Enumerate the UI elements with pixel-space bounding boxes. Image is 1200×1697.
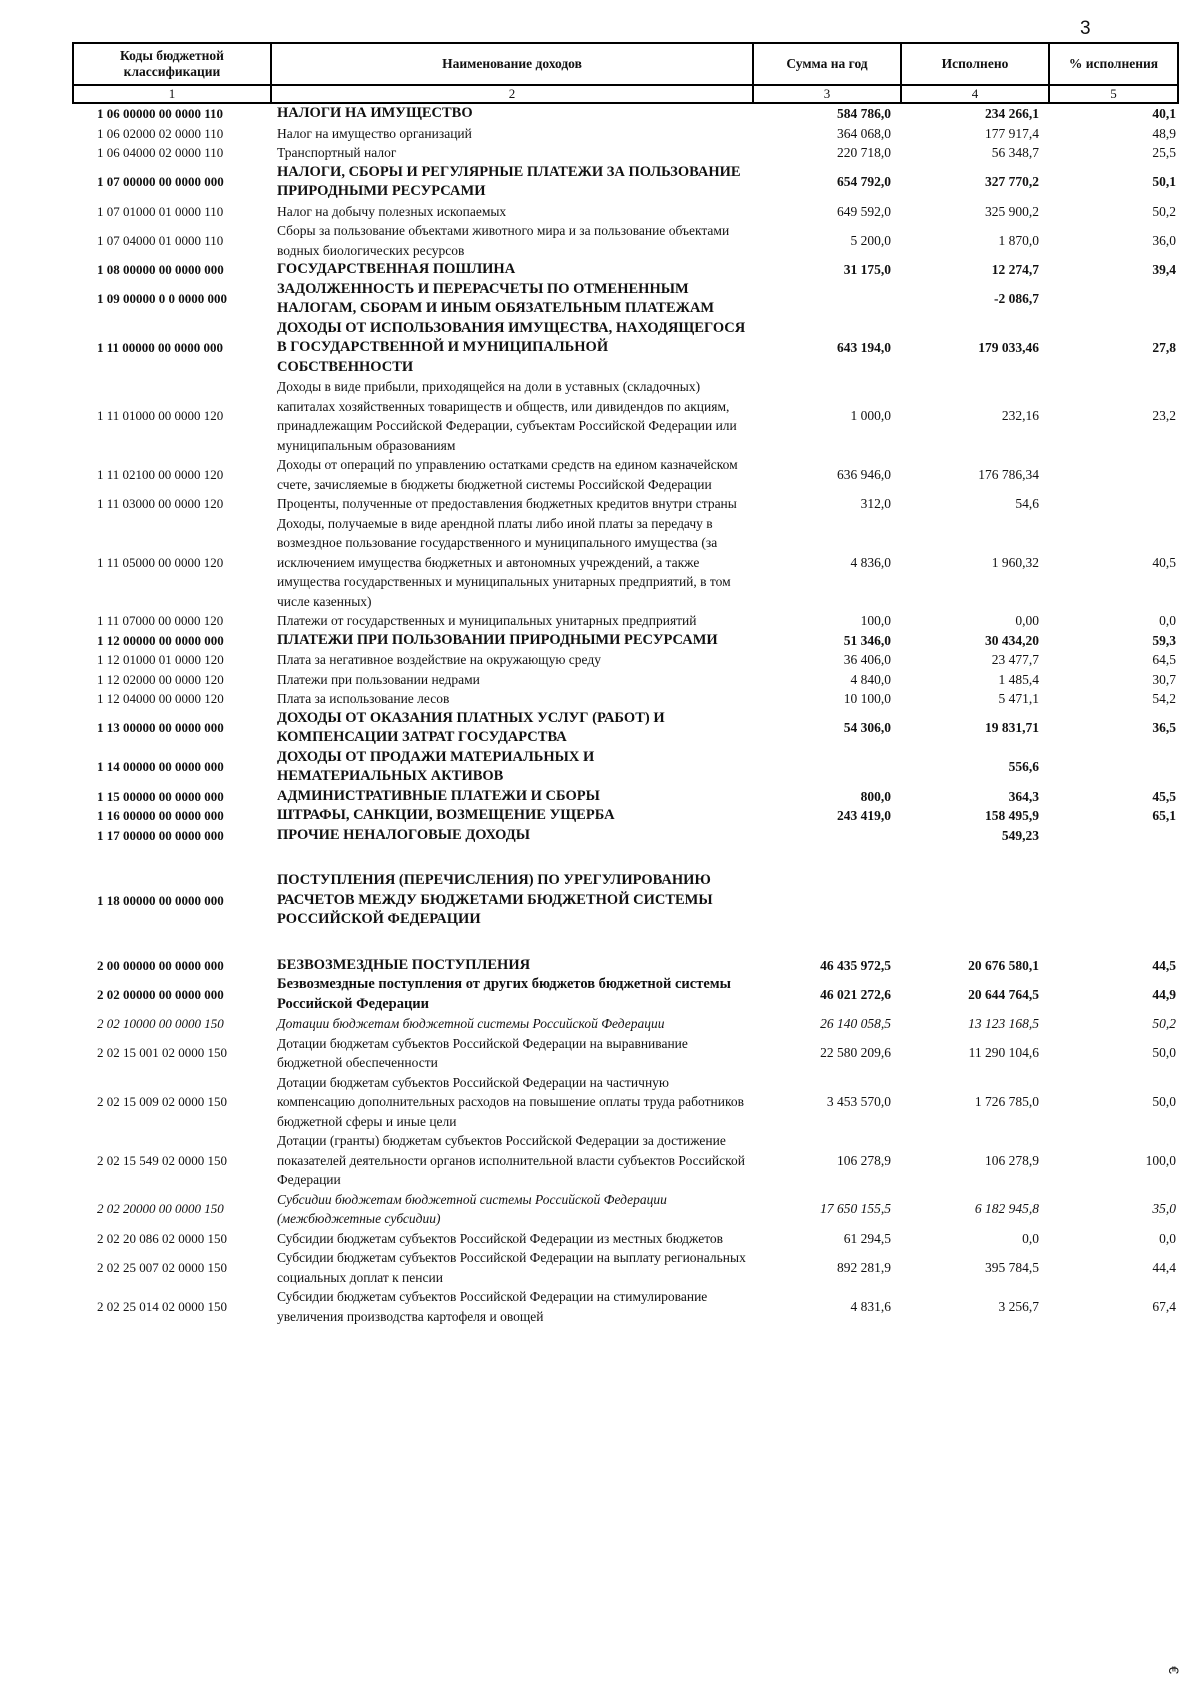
row-pct: [1049, 748, 1178, 787]
row-name: Дотации бюджетам бюджетной системы Российской Федерации: [277, 1016, 665, 1031]
row-plan: 10 100,0: [843, 691, 891, 706]
row-pct: 50,1: [1152, 174, 1176, 190]
row-done: 325 900,2: [985, 203, 1039, 219]
row-code: 2 02 25 007 02 0000 150: [97, 1259, 227, 1275]
row-pct: [1049, 494, 1178, 514]
row-name: Субсидии бюджетам бюджетной системы Российской Федерации (межбюджетные субсидии): [277, 1191, 667, 1226]
row-done: 30 434,20: [985, 632, 1039, 648]
table-row: [73, 143, 1178, 163]
row-pct: 23,2: [1152, 408, 1176, 424]
row-done: 1 485,4: [998, 671, 1039, 687]
row-done: 12 274,7: [991, 262, 1039, 277]
row-code: 1 09 00000 0 0 0000 000: [97, 291, 227, 307]
row-name: ПОСТУПЛЕНИЯ (ПЕРЕЧИСЛЕНИЯ) ПО УРЕГУЛИРОВАНИЮ РАСЧЕТОВ МЕЖДУ БЮДЖЕТАМИ БЮДЖЕТНОЙ СИСТЕМЫ РОССИЙСКОЙ ФЕДЕРАЦИИ: [277, 872, 713, 927]
row-name: Доходы от операций по управлению остатками средств на едином казначейском счете, зачисляемые в бюджеты бюджетной системы Российской Федерации: [277, 457, 738, 492]
table-row: [73, 260, 1178, 280]
row-code: 1 14 00000 00 0000 000: [97, 759, 224, 775]
row-code: 1 07 01000 01 0000 110: [97, 203, 224, 219]
row-pct: 40,5: [1152, 554, 1176, 570]
row-plan: 26 140 058,5: [820, 1016, 891, 1031]
table-row: [73, 280, 1178, 319]
row-pct: 39,4: [1152, 262, 1176, 277]
table-row: [73, 650, 1178, 670]
row-done: -2 086,7: [994, 291, 1039, 307]
table-row: [73, 689, 1178, 709]
row-plan: 1 000,0: [850, 408, 891, 424]
table-row: [73, 1034, 1178, 1073]
row-code: 1 15 00000 00 0000 000: [97, 788, 224, 804]
row-name: ПЛАТЕЖИ ПРИ ПОЛЬЗОВАНИИ ПРИРОДНЫМИ РЕСУРСАМИ: [277, 631, 718, 648]
row-pct: 65,1: [1152, 808, 1176, 823]
row-plan: [753, 871, 901, 930]
row-name: ГОСУДАРСТВЕННАЯ ПОШЛИНА: [277, 261, 516, 277]
table-row: [73, 1287, 1178, 1326]
row-name: ШТРАФЫ, САНКЦИИ, ВОЗМЕЩЕНИЕ УЩЕРБА: [277, 807, 615, 823]
row-code: 2 02 15 001 02 0000 150: [97, 1045, 227, 1061]
table-row: [73, 1248, 1178, 1287]
row-pct: [1049, 826, 1178, 846]
row-done: 234 266,1: [985, 106, 1039, 121]
row-plan: 36 406,0: [843, 652, 891, 667]
row-pct: 27,8: [1152, 340, 1176, 355]
row-code: 1 12 01000 01 0000 120: [97, 652, 224, 667]
row-done: 13 123 168,5: [968, 1016, 1039, 1031]
row-name: Дотации бюджетам субъектов Российской Федерации на выравнивание бюджетной обеспеченности: [277, 1035, 688, 1070]
row-done: 177 917,4: [985, 125, 1039, 141]
table-row: [73, 319, 1178, 378]
row-done: 1 960,32: [991, 554, 1039, 570]
row-plan: 243 419,0: [837, 808, 891, 823]
row-code: 2 02 20000 00 0000 150: [97, 1201, 224, 1217]
revenue-table: [72, 42, 1179, 1326]
row-name: ДОХОДЫ ОТ ИСПОЛЬЗОВАНИЯ ИМУЩЕСТВА, НАХОДЯЩЕГОСЯ В ГОСУДАРСТВЕННОЙ И МУНИЦИПАЛЬНОЙ СОБСТВЕННОСТИ: [277, 319, 746, 375]
row-done: 20 644 764,5: [968, 986, 1039, 1002]
header-col-number: 3: [753, 85, 901, 103]
row-name: БЕЗВОЗМЕЗДНЫЕ ПОСТУПЛЕНИЯ: [277, 956, 531, 973]
row-plan: 54 306,0: [843, 720, 891, 736]
row-name: Доходы, получаемые в виде арендной платы либо иной платы за передачу в возмездное пользование государственного и муниципального имущества (за исключением имущества бюджетных и автономных учреждений, а также имущества государственных и муниципальных унитарных предприятий, в том числе казенных): [277, 515, 731, 609]
row-pct: 35,0: [1152, 1201, 1176, 1217]
row-name: ДОХОДЫ ОТ ОКАЗАНИЯ ПЛАТНЫХ УСЛУГ (РАБОТ) И КОМПЕНСАЦИИ ЗАТРАТ ГОСУДАРСТВА: [277, 709, 665, 745]
header-pct: % исполнения: [1049, 43, 1178, 85]
row-done: 106 278,9: [985, 1152, 1039, 1168]
row-done: 232,16: [1001, 408, 1039, 424]
row-done: 176 786,34: [978, 466, 1039, 482]
row-code: 1 11 07000 00 0000 120: [97, 613, 224, 628]
row-code: 1 17 00000 00 0000 000: [97, 827, 224, 843]
row-done: 327 770,2: [985, 174, 1039, 190]
row-code: 1 06 00000 00 0000 110: [97, 106, 224, 121]
row-name: Субсидии бюджетам субъектов Российской Федерации из местных бюджетов: [277, 1230, 724, 1246]
row-name: Налог на имущество организаций: [277, 125, 472, 141]
row-code: 1 06 04000 02 0000 110: [97, 145, 224, 160]
table-row: [73, 514, 1178, 612]
row-code: 1 13 00000 00 0000 000: [97, 720, 224, 736]
row-name: НАЛОГИ НА ИМУЩЕСТВО: [277, 105, 473, 121]
row-plan: 31 175,0: [843, 262, 891, 277]
header-plan: Сумма на год: [753, 43, 901, 85]
row-plan: 4 840,0: [850, 671, 891, 687]
row-name: Доходы в виде прибыли, приходящейся на доли в уставных (складочных) капиталах хозяйственных товариществ и обществ, или дивидендов по акциям, принадлежащим Российской Федерации, субъектам Российской Федерации или муниципальным образованиям: [277, 379, 737, 453]
row-name: Субсидии бюджетам субъектов Российской Федерации на стимулирование увеличения производства картофеля и овощей: [277, 1289, 708, 1324]
row-pct: 50,2: [1152, 1016, 1176, 1031]
row-code: 1 11 01000 00 0000 120: [97, 408, 224, 424]
row-code: 2 02 15 009 02 0000 150: [97, 1094, 227, 1109]
page-number: 3: [1080, 18, 1091, 39]
row-pct: 50,0: [1152, 1094, 1176, 1109]
row-pct: 36,5: [1152, 720, 1176, 736]
row-done: 0,0: [1022, 1230, 1039, 1246]
row-done: 6 182 945,8: [974, 1201, 1039, 1217]
row-plan: 51 346,0: [843, 632, 891, 648]
header-name: Наименование доходов: [271, 43, 753, 85]
row-name: ДОХОДЫ ОТ ПРОДАЖИ МАТЕРИАЛЬНЫХ И НЕМАТЕРИАЛЬНЫХ АКТИВОВ: [277, 748, 595, 784]
table-row: [73, 871, 1178, 930]
header-col-number: 1: [73, 85, 271, 103]
table-row: [73, 455, 1178, 494]
row-code: 2 02 20 086 02 0000 150: [97, 1230, 227, 1246]
row-plan: 3 453 570,0: [826, 1094, 891, 1109]
row-name: Субсидии бюджетам субъектов Российской Федерации на выплату региональных социальных доплат к пенсии: [277, 1250, 746, 1285]
row-done: 0,00: [1015, 613, 1039, 628]
table-row: [73, 494, 1178, 514]
row-pct: 0,0: [1159, 1230, 1176, 1246]
table-row: [73, 748, 1178, 787]
row-plan: 17 650 155,5: [820, 1201, 891, 1217]
row-plan: 892 281,9: [837, 1259, 891, 1275]
row-pct: 25,5: [1152, 145, 1176, 160]
row-plan: 4 831,6: [850, 1298, 891, 1314]
row-spacer: [73, 845, 1178, 871]
header-col-number: 2: [271, 85, 753, 103]
row-done: 179 033,46: [978, 340, 1039, 355]
row-plan: 584 786,0: [837, 106, 891, 121]
row-plan: 4 836,0: [850, 554, 891, 570]
row-done: 1 726 785,0: [974, 1094, 1039, 1109]
table-row: [73, 1131, 1178, 1190]
row-code: 1 12 02000 00 0000 120: [97, 671, 224, 687]
row-code: 2 02 00000 00 0000 000: [97, 986, 224, 1002]
row-pct: 64,5: [1152, 652, 1176, 667]
row-pct: 45,5: [1152, 788, 1176, 804]
row-name: Налог на добычу полезных ископаемых: [277, 203, 507, 219]
table-row: [73, 631, 1178, 651]
row-name: Платежи при пользовании недрами: [277, 671, 480, 687]
table-header: [73, 43, 1178, 103]
table-row: [73, 709, 1178, 748]
table-row: [73, 611, 1178, 631]
row-pct: 40,1: [1152, 106, 1176, 121]
row-plan: 5 200,0: [850, 232, 891, 248]
row-done: 56 348,7: [991, 145, 1039, 160]
row-name: Плата за негативное воздействие на окружающую среду: [277, 652, 601, 667]
row-plan: 649 592,0: [837, 203, 891, 219]
row-code: 1 12 04000 00 0000 120: [97, 691, 224, 706]
row-name: Дотации (гранты) бюджетам субъектов Российской Федерации за достижение показателей деятельности органов исполнительной власти субъектов Российской Федерации: [277, 1133, 745, 1187]
row-plan: 654 792,0: [837, 174, 891, 190]
row-code: 1 07 04000 01 0000 110: [97, 232, 224, 248]
header-done: Исполнено: [901, 43, 1049, 85]
row-name: Платежи от государственных и муниципальных унитарных предприятий: [277, 613, 697, 628]
table-body: [73, 103, 1178, 1326]
header-col-number: 5: [1049, 85, 1178, 103]
row-pct: 50,0: [1152, 1045, 1176, 1061]
row-plan: 364 068,0: [837, 125, 891, 141]
row-pct: [1049, 455, 1178, 494]
row-pct: [1049, 280, 1178, 319]
row-pct: 30,7: [1152, 671, 1176, 687]
table-row: [73, 221, 1178, 260]
row-pct: 50,2: [1152, 203, 1176, 219]
row-code: 2 00 00000 00 0000 000: [97, 957, 224, 973]
row-done: 11 290 104,6: [968, 1045, 1039, 1061]
row-pct: 59,3: [1152, 632, 1176, 648]
table-row: [73, 975, 1178, 1014]
row-code: 2 02 25 014 02 0000 150: [97, 1298, 227, 1314]
table-row: [73, 163, 1178, 202]
row-pct: 36,0: [1152, 232, 1176, 248]
table-row: [73, 806, 1178, 826]
row-done: 54,6: [1015, 496, 1039, 511]
row-name: Безвозмездные поступления от других бюджетов бюджетной системы Российской Федерации: [277, 976, 731, 1012]
row-done: 5 471,1: [998, 691, 1039, 706]
table-row: [73, 202, 1178, 222]
row-plan: [753, 748, 901, 787]
row-pct: 100,0: [1145, 1152, 1176, 1168]
row-plan: 643 194,0: [837, 340, 891, 355]
row-code: 2 02 15 549 02 0000 150: [97, 1152, 227, 1168]
row-plan: 22 580 209,6: [820, 1045, 891, 1061]
row-done: 364,3: [1008, 788, 1039, 804]
table-row: [73, 787, 1178, 807]
row-code: 1 07 00000 00 0000 000: [97, 174, 224, 190]
header-col-number: 4: [901, 85, 1049, 103]
table-row: [73, 103, 1178, 124]
row-code: 1 06 02000 02 0000 110: [97, 125, 224, 141]
row-code: 1 12 00000 00 0000 000: [97, 632, 224, 648]
table-row: [73, 1190, 1178, 1229]
row-code: 1 11 02100 00 0000 120: [97, 466, 224, 482]
row-plan: [753, 826, 901, 846]
row-done: 1 870,0: [998, 232, 1039, 248]
row-plan: 100,0: [860, 613, 891, 628]
table-row: [73, 670, 1178, 690]
table-row: [73, 826, 1178, 846]
row-pct: 67,4: [1152, 1298, 1176, 1314]
row-plan: 61 294,5: [843, 1230, 891, 1246]
row-name: ПРОЧИЕ НЕНАЛОГОВЫЕ ДОХОДЫ: [277, 826, 530, 843]
row-plan: 106 278,9: [837, 1152, 891, 1168]
row-code: 1 08 00000 00 0000 000: [97, 262, 224, 277]
row-name: Дотации бюджетам субъектов Российской Федерации на частичную компенсацию дополнительных расходов на повышение оплаты труда работников бюджетной сферы и иные цели: [277, 1074, 744, 1129]
row-done: 3 256,7: [998, 1298, 1039, 1314]
row-done: [901, 871, 1049, 930]
row-code: 1 11 00000 00 0000 000: [97, 340, 224, 355]
row-done: 556,6: [1008, 759, 1039, 775]
row-done: 20 676 580,1: [968, 957, 1039, 973]
row-plan: 46 435 972,5: [820, 957, 891, 973]
scan-mark: €: [1165, 1666, 1182, 1674]
row-code: 1 11 03000 00 0000 120: [97, 496, 224, 511]
row-name: Проценты, полученные от предоставления бюджетных кредитов внутри страны: [277, 496, 737, 511]
row-pct: 44,4: [1152, 1259, 1176, 1275]
row-code: 2 02 10000 00 0000 150: [97, 1016, 224, 1031]
row-name: НАЛОГИ, СБОРЫ И РЕГУЛЯРНЫЕ ПЛАТЕЖИ ЗА ПОЛЬЗОВАНИЕ ПРИРОДНЫМИ РЕСУРСАМИ: [277, 163, 741, 199]
row-done: 395 784,5: [985, 1259, 1039, 1275]
row-done: 549,23: [1001, 827, 1039, 843]
row-plan: 800,0: [860, 788, 891, 804]
row-done: 158 495,9: [985, 808, 1039, 823]
row-name: Транспортный налог: [277, 145, 397, 160]
row-pct: 0,0: [1159, 613, 1176, 628]
table-row: [73, 1073, 1178, 1132]
row-pct: 48,9: [1152, 125, 1176, 141]
row-name: ЗАДОЛЖЕННОСТЬ И ПЕРЕРАСЧЕТЫ ПО ОТМЕНЕННЫМ НАЛОГАМ, СБОРАМ И ИНЫМ ОБЯЗАТЕЛЬНЫМ ПЛАТЕЖАМ: [277, 280, 715, 316]
table-row: [73, 124, 1178, 144]
row-done: 19 831,71: [985, 720, 1039, 736]
header-code: Коды бюджетной классификации: [73, 43, 271, 85]
row-code: 1 16 00000 00 0000 000: [97, 808, 224, 823]
table-row: [73, 377, 1178, 455]
row-name: Сборы за пользование объектами животного мира и за пользование объектами водных биологических ресурсов: [277, 223, 730, 258]
table-row: [73, 956, 1178, 976]
table-row: [73, 1014, 1178, 1034]
row-plan: 636 946,0: [837, 466, 891, 482]
row-plan: [753, 280, 901, 319]
row-code: 1 18 00000 00 0000 000: [97, 892, 224, 908]
row-name: АДМИНИСТРАТИВНЫЕ ПЛАТЕЖИ И СБОРЫ: [277, 787, 600, 804]
row-plan: 312,0: [860, 496, 891, 511]
row-name: Плата за использование лесов: [277, 691, 450, 706]
row-done: 23 477,7: [991, 652, 1039, 667]
row-plan: 220 718,0: [837, 145, 891, 160]
row-pct: [1049, 871, 1178, 930]
row-pct: 54,2: [1152, 691, 1176, 706]
row-spacer: [73, 930, 1178, 956]
row-plan: 46 021 272,6: [820, 986, 891, 1002]
table-row: [73, 1229, 1178, 1249]
row-pct: 44,5: [1152, 957, 1176, 973]
row-code: 1 11 05000 00 0000 120: [97, 554, 224, 570]
row-pct: 44,9: [1152, 986, 1176, 1002]
